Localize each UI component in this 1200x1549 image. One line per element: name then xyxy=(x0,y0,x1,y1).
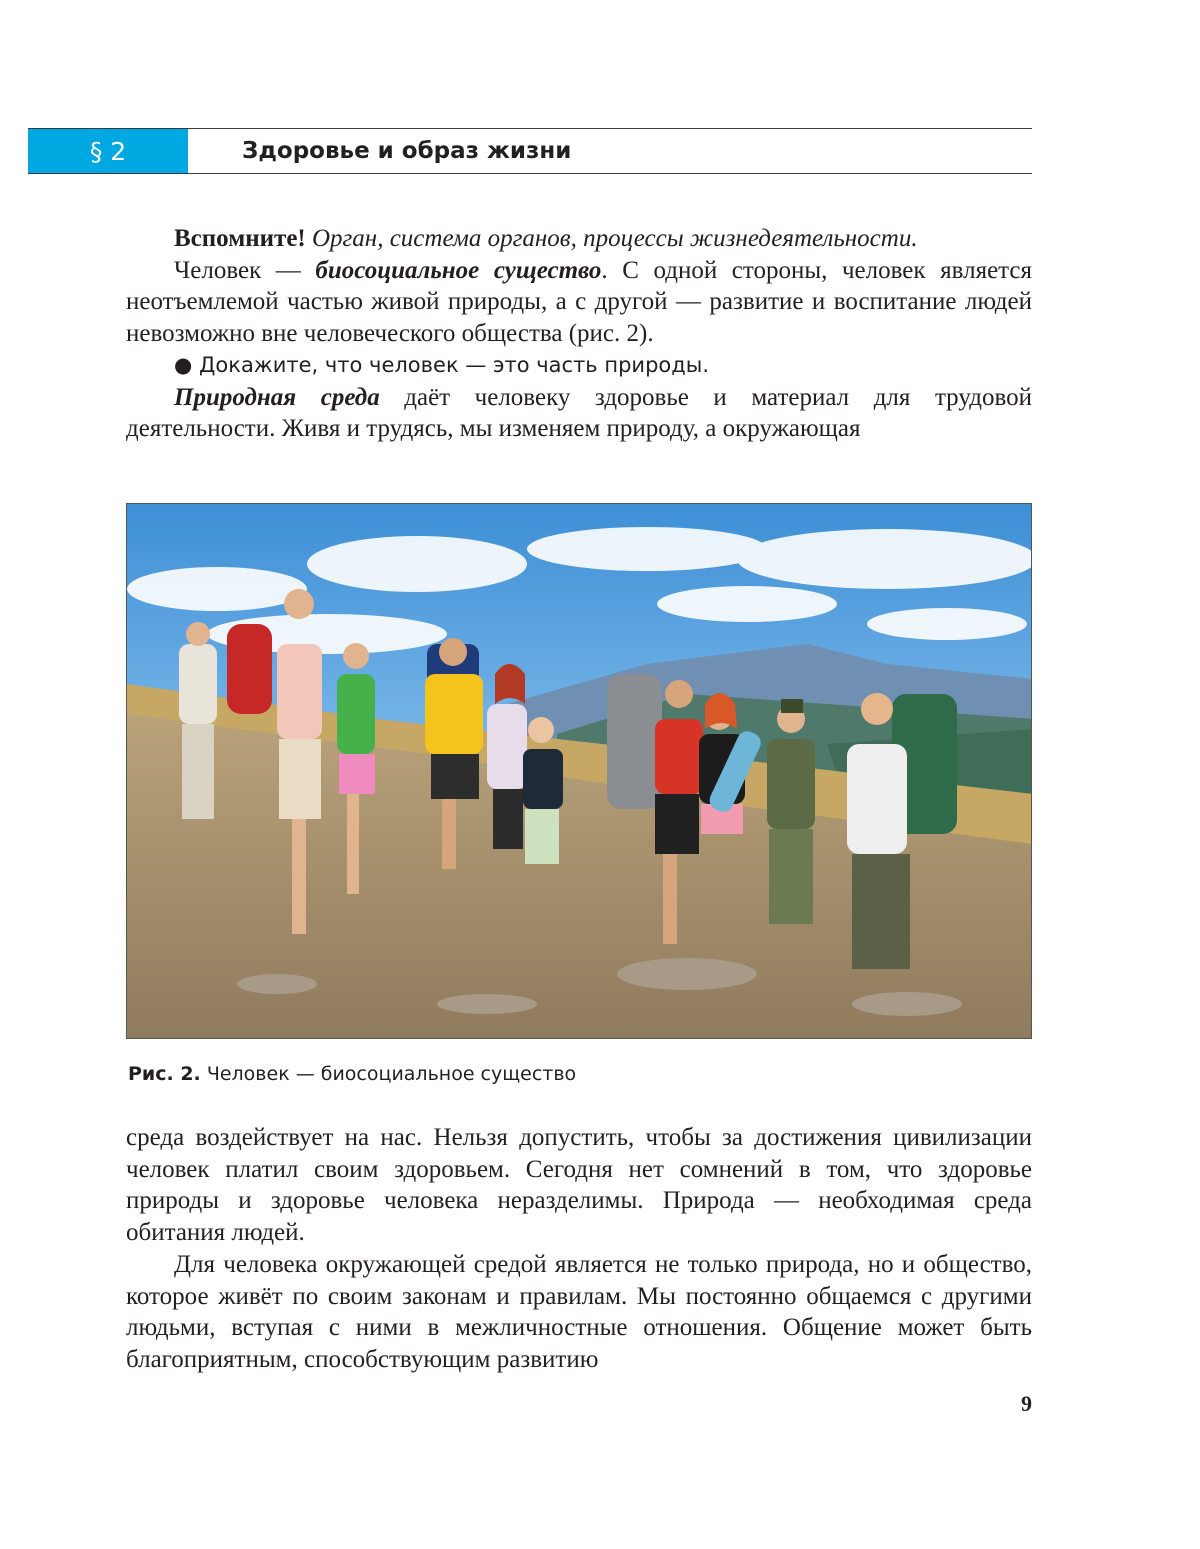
paragraph-3: среда воздействует на нас. Нельзя допустить, чтобы за достижения цивилизации человек платил своим здоровьем. Сегодня нет сомнений в том, что здоровье природы и здоровье человека неразделимы. Природа — необходимая среда обитания людей. xyxy=(126,1124,1032,1247)
page-number: 9 xyxy=(1021,1391,1032,1416)
paragraph-2-rest: даёт человеку здоровье и материал для трудовой деятельности. Живя и трудясь, мы изменяем природу, а окружающая xyxy=(126,383,1032,443)
recall-text: Орган, система органов, процессы жизнедеятельности. xyxy=(305,225,918,252)
term-biosocial: биосоциальное существо xyxy=(315,256,602,284)
paragraph-1-start: Человек — xyxy=(174,256,316,284)
term-natural-environment: Природная среда xyxy=(174,383,380,411)
section-number: § 2 xyxy=(28,129,188,173)
question-text: Докажите, что человек — это часть природы. xyxy=(192,352,710,377)
caption-text: Человек — биосоциальное существо xyxy=(200,1063,577,1085)
bullet-icon: ● xyxy=(174,352,193,377)
section-title: Здоровье и образ жизни xyxy=(242,138,572,164)
paragraph-1-rest: . С одной стороны, человек является неотъемлемой частью живой природы, а с другой — развитие и воспитание людей невозможно вне человеческого общества (рис. 2). xyxy=(126,256,1032,348)
text-top xyxy=(126,223,1032,445)
section-header xyxy=(28,128,1032,174)
recall-paragraph xyxy=(126,223,1032,255)
figure-photo xyxy=(126,503,1032,1039)
paragraph-2 xyxy=(126,382,1032,445)
caption-label: Рис. 2. xyxy=(128,1063,201,1085)
paragraph-4: Для человека окружающей средой является не только природа, но и общество, которое живёт по своим законам и правилам. Мы постоянно общаемся с другими людьми, вступая с ними в межличностные отношения. Общение может быть благоприятным, способствующим развитию xyxy=(126,1250,1032,1373)
hikers-photo xyxy=(127,504,1032,1039)
recall-label: Вспомните! xyxy=(174,225,306,252)
figure-caption xyxy=(128,1063,576,1085)
paragraph-1 xyxy=(126,255,1032,350)
question-paragraph xyxy=(126,350,1032,382)
text-bottom xyxy=(126,1122,1032,1376)
